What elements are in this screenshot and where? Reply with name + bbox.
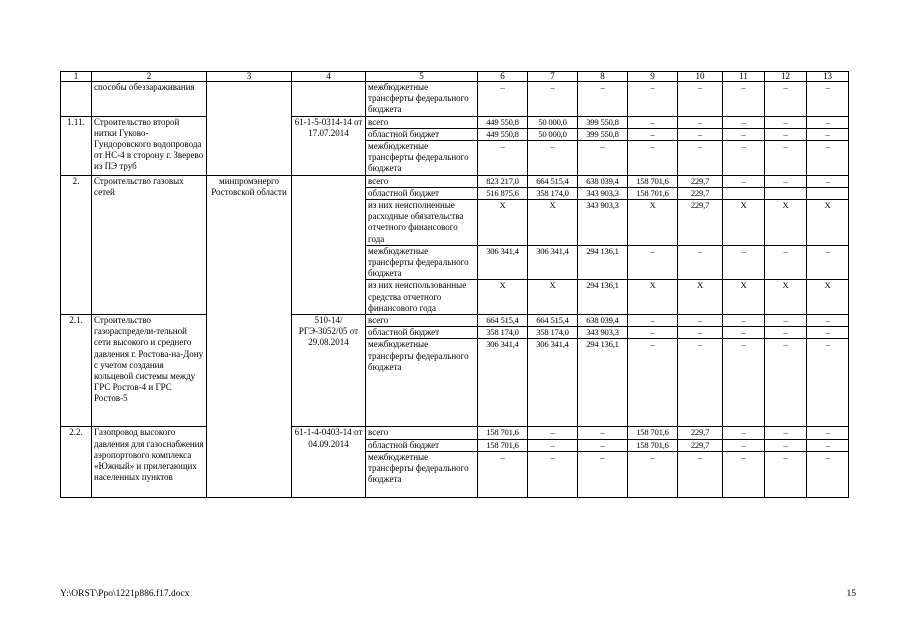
value-cell: X — [807, 280, 849, 315]
value-cell: – — [765, 82, 807, 117]
value-cell: 399 550,8 — [578, 128, 628, 140]
value-cell: – — [723, 82, 765, 117]
value-cell: – — [807, 451, 849, 497]
value-cell: 358 174,0 — [528, 327, 578, 339]
value-cell: 158 701,6 — [478, 439, 528, 451]
value-cell: – — [723, 245, 765, 280]
value-cell: 823 217,0 — [478, 175, 528, 187]
value-cell: – — [765, 116, 807, 128]
value-cell: – — [628, 245, 678, 280]
value-cell: – — [765, 451, 807, 497]
value-cell: – — [478, 451, 528, 497]
value-cell: 449 550,8 — [478, 128, 528, 140]
header-cell: 3 — [207, 72, 292, 82]
value-cell: 229,7 — [678, 439, 723, 451]
value-cell: 358 174,0 — [528, 187, 578, 199]
value-cell: 294 136,1 — [578, 339, 628, 427]
value-cell: – — [678, 339, 723, 427]
value-cell: X — [628, 200, 678, 246]
funding-source: областной бюджет — [366, 327, 478, 339]
table-row — [61, 116, 849, 128]
value-cell: X — [628, 280, 678, 315]
value-cell: 664 515,4 — [528, 175, 578, 187]
value-cell: – — [628, 82, 678, 117]
funding-source: межбюджетные трансферты федерального бюджета — [366, 245, 478, 280]
value-cell: – — [723, 439, 765, 451]
header-cell: 8 — [578, 72, 628, 82]
value-cell: – — [807, 245, 849, 280]
value-cell: 664 515,4 — [528, 315, 578, 327]
value-cell: 158 701,6 — [628, 187, 678, 199]
value-cell: 229,7 — [678, 200, 723, 246]
value-cell: – — [678, 451, 723, 497]
value-cell: – — [678, 116, 723, 128]
value-cell: – — [807, 175, 849, 187]
value-cell: X — [528, 200, 578, 246]
object-name: Газопровод высокого давления для газоснабжения аэропортового комплекса «Южный» и прилегающих населенных пунктов — [92, 427, 207, 497]
value-cell: – — [578, 439, 628, 451]
value-cell: – — [765, 245, 807, 280]
value-cell: 294 136,1 — [578, 245, 628, 280]
funding-source: всего — [366, 315, 478, 327]
funding-source: межбюджетные трансферты федерального бюджета — [366, 451, 478, 497]
document-ref: 61-1-4-0403-14 от 04.09.2014 — [292, 427, 366, 497]
value-cell: – — [765, 128, 807, 140]
row-number: 2. — [61, 175, 92, 314]
value-cell: 343 903,3 — [578, 327, 628, 339]
value-cell: – — [678, 327, 723, 339]
table-row — [61, 82, 849, 117]
header-cell: 4 — [292, 72, 366, 82]
value-cell: 358 174,0 — [478, 327, 528, 339]
value-cell: – — [723, 116, 765, 128]
row-number: 1.11. — [61, 116, 92, 175]
object-name: Строительство газораспредели-тельной сети высокого и среднего давления г. Ростова-на-Дону с учетом создания кольцевой системы между ГРС Ростов-4 и ГРС Ростов-5 — [92, 315, 207, 427]
value-cell: – — [678, 245, 723, 280]
value-cell: – — [723, 315, 765, 327]
value-cell: – — [723, 427, 765, 439]
file-path: Y:\ORST\Ppo\1221p886.f17.docx — [60, 589, 190, 599]
funding-source: всего — [366, 427, 478, 439]
value-cell: 516 875,6 — [478, 187, 528, 199]
value-cell: X — [723, 200, 765, 246]
value-cell: 343 903,3 — [578, 187, 628, 199]
header-cell: 11 — [723, 72, 765, 82]
value-cell: 638 039,4 — [578, 175, 628, 187]
value-cell: – — [765, 141, 807, 176]
header-cell: 5 — [366, 72, 478, 82]
value-cell: X — [478, 200, 528, 246]
value-cell — [765, 187, 807, 199]
value-cell: 294 136,1 — [578, 280, 628, 315]
value-cell: – — [807, 439, 849, 451]
value-cell: – — [528, 82, 578, 117]
funding-source: областной бюджет — [366, 128, 478, 140]
funding-source: из них неиспользованные средства отчетного финансового года — [366, 280, 478, 315]
table-row — [61, 175, 849, 187]
value-cell: – — [628, 116, 678, 128]
value-cell: 638 039,4 — [578, 315, 628, 327]
value-cell: – — [723, 141, 765, 176]
funding-source: межбюджетные трансферты федерального бюджета — [366, 82, 478, 117]
value-cell: – — [528, 427, 578, 439]
value-cell: 306 341,4 — [478, 339, 528, 427]
value-cell: – — [765, 439, 807, 451]
value-cell: – — [578, 451, 628, 497]
value-cell: – — [628, 451, 678, 497]
value-cell: X — [765, 200, 807, 246]
value-cell: – — [723, 128, 765, 140]
funding-source: всего — [366, 175, 478, 187]
responsible-body: минпромэнерго Ростовской области — [207, 175, 292, 497]
table-header-row — [61, 72, 849, 82]
value-cell: – — [578, 82, 628, 117]
value-cell: – — [807, 327, 849, 339]
value-cell: – — [765, 327, 807, 339]
funding-source: из них неисполненные расходные обязательства отчетного финансового года — [366, 200, 478, 246]
value-cell: – — [723, 327, 765, 339]
header-cell: 10 — [678, 72, 723, 82]
value-cell: – — [765, 175, 807, 187]
value-cell: – — [628, 128, 678, 140]
header-cell: 9 — [628, 72, 678, 82]
object-name: способы обеззараживания — [92, 82, 207, 117]
budget-table — [60, 71, 849, 498]
value-cell: X — [678, 280, 723, 315]
value-cell: 158 701,6 — [478, 427, 528, 439]
value-cell: 158 701,6 — [628, 427, 678, 439]
value-cell: – — [578, 427, 628, 439]
value-cell: 50 000,0 — [528, 128, 578, 140]
funding-source: межбюджетные трансферты федерального бюджета — [366, 339, 478, 427]
object-name: Строительство второй нитки Гуково-Гундоровского водопровода от НС-4 в сторону г. Зверево из ПЭ труб — [92, 116, 207, 175]
value-cell: 229,7 — [678, 175, 723, 187]
value-cell — [807, 187, 849, 199]
header-cell: 1 — [61, 72, 92, 82]
value-cell — [723, 187, 765, 199]
value-cell: – — [807, 116, 849, 128]
header-cell: 2 — [92, 72, 207, 82]
row-number — [61, 82, 92, 117]
value-cell: – — [765, 339, 807, 427]
value-cell: – — [628, 327, 678, 339]
value-cell: – — [807, 128, 849, 140]
row-number: 2.1. — [61, 315, 92, 427]
value-cell: 306 341,4 — [528, 339, 578, 427]
value-cell: – — [528, 451, 578, 497]
value-cell: 306 341,4 — [528, 245, 578, 280]
funding-source: всего — [366, 116, 478, 128]
funding-source: областной бюджет — [366, 439, 478, 451]
document-ref: 61-1-5-0314-14 от 17.07.2014 — [292, 116, 366, 175]
value-cell: – — [723, 451, 765, 497]
value-cell: – — [678, 82, 723, 117]
page-number: 15 — [846, 589, 856, 599]
value-cell: – — [807, 141, 849, 176]
document-ref — [292, 175, 366, 314]
value-cell: 399 550,8 — [578, 116, 628, 128]
value-cell: 229,7 — [678, 427, 723, 439]
header-cell: 12 — [765, 72, 807, 82]
value-cell: – — [628, 141, 678, 176]
value-cell: – — [807, 315, 849, 327]
value-cell: – — [807, 339, 849, 427]
funding-source: областной бюджет — [366, 187, 478, 199]
document-ref: 510-14/РГЭ-3052/05 от 29.08.2014 — [292, 315, 366, 427]
table-row — [61, 315, 849, 327]
value-cell: 343 903,3 — [578, 200, 628, 246]
funding-source: межбюджетные трансферты федерального бюджета — [366, 141, 478, 176]
value-cell: 449 550,8 — [478, 116, 528, 128]
value-cell: – — [765, 427, 807, 439]
value-cell: – — [578, 141, 628, 176]
value-cell: – — [678, 315, 723, 327]
value-cell: – — [678, 141, 723, 176]
value-cell: – — [678, 128, 723, 140]
value-cell: X — [765, 280, 807, 315]
value-cell: – — [528, 439, 578, 451]
value-cell: – — [723, 175, 765, 187]
value-cell: X — [807, 200, 849, 246]
document-ref — [292, 82, 366, 117]
row-number: 2.2. — [61, 427, 92, 497]
value-cell: – — [628, 315, 678, 327]
table-row — [61, 427, 849, 439]
value-cell: – — [807, 82, 849, 117]
value-cell: – — [723, 339, 765, 427]
value-cell: X — [528, 280, 578, 315]
value-cell: – — [478, 141, 528, 176]
value-cell: – — [528, 141, 578, 176]
header-cell: 13 — [807, 72, 849, 82]
responsible-body — [207, 82, 292, 176]
value-cell: 664 515,4 — [478, 315, 528, 327]
object-name: Строительство газовых сетей — [92, 175, 207, 314]
value-cell: – — [807, 427, 849, 439]
value-cell: – — [628, 339, 678, 427]
value-cell: 50 000,0 — [528, 116, 578, 128]
value-cell: – — [478, 82, 528, 117]
value-cell: X — [723, 280, 765, 315]
header-cell: 6 — [478, 72, 528, 82]
value-cell: 158 701,6 — [628, 439, 678, 451]
value-cell: 306 341,4 — [478, 245, 528, 280]
header-cell: 7 — [528, 72, 578, 82]
value-cell: X — [478, 280, 528, 315]
value-cell: 229,7 — [678, 187, 723, 199]
value-cell: – — [765, 315, 807, 327]
value-cell: 158 701,6 — [628, 175, 678, 187]
